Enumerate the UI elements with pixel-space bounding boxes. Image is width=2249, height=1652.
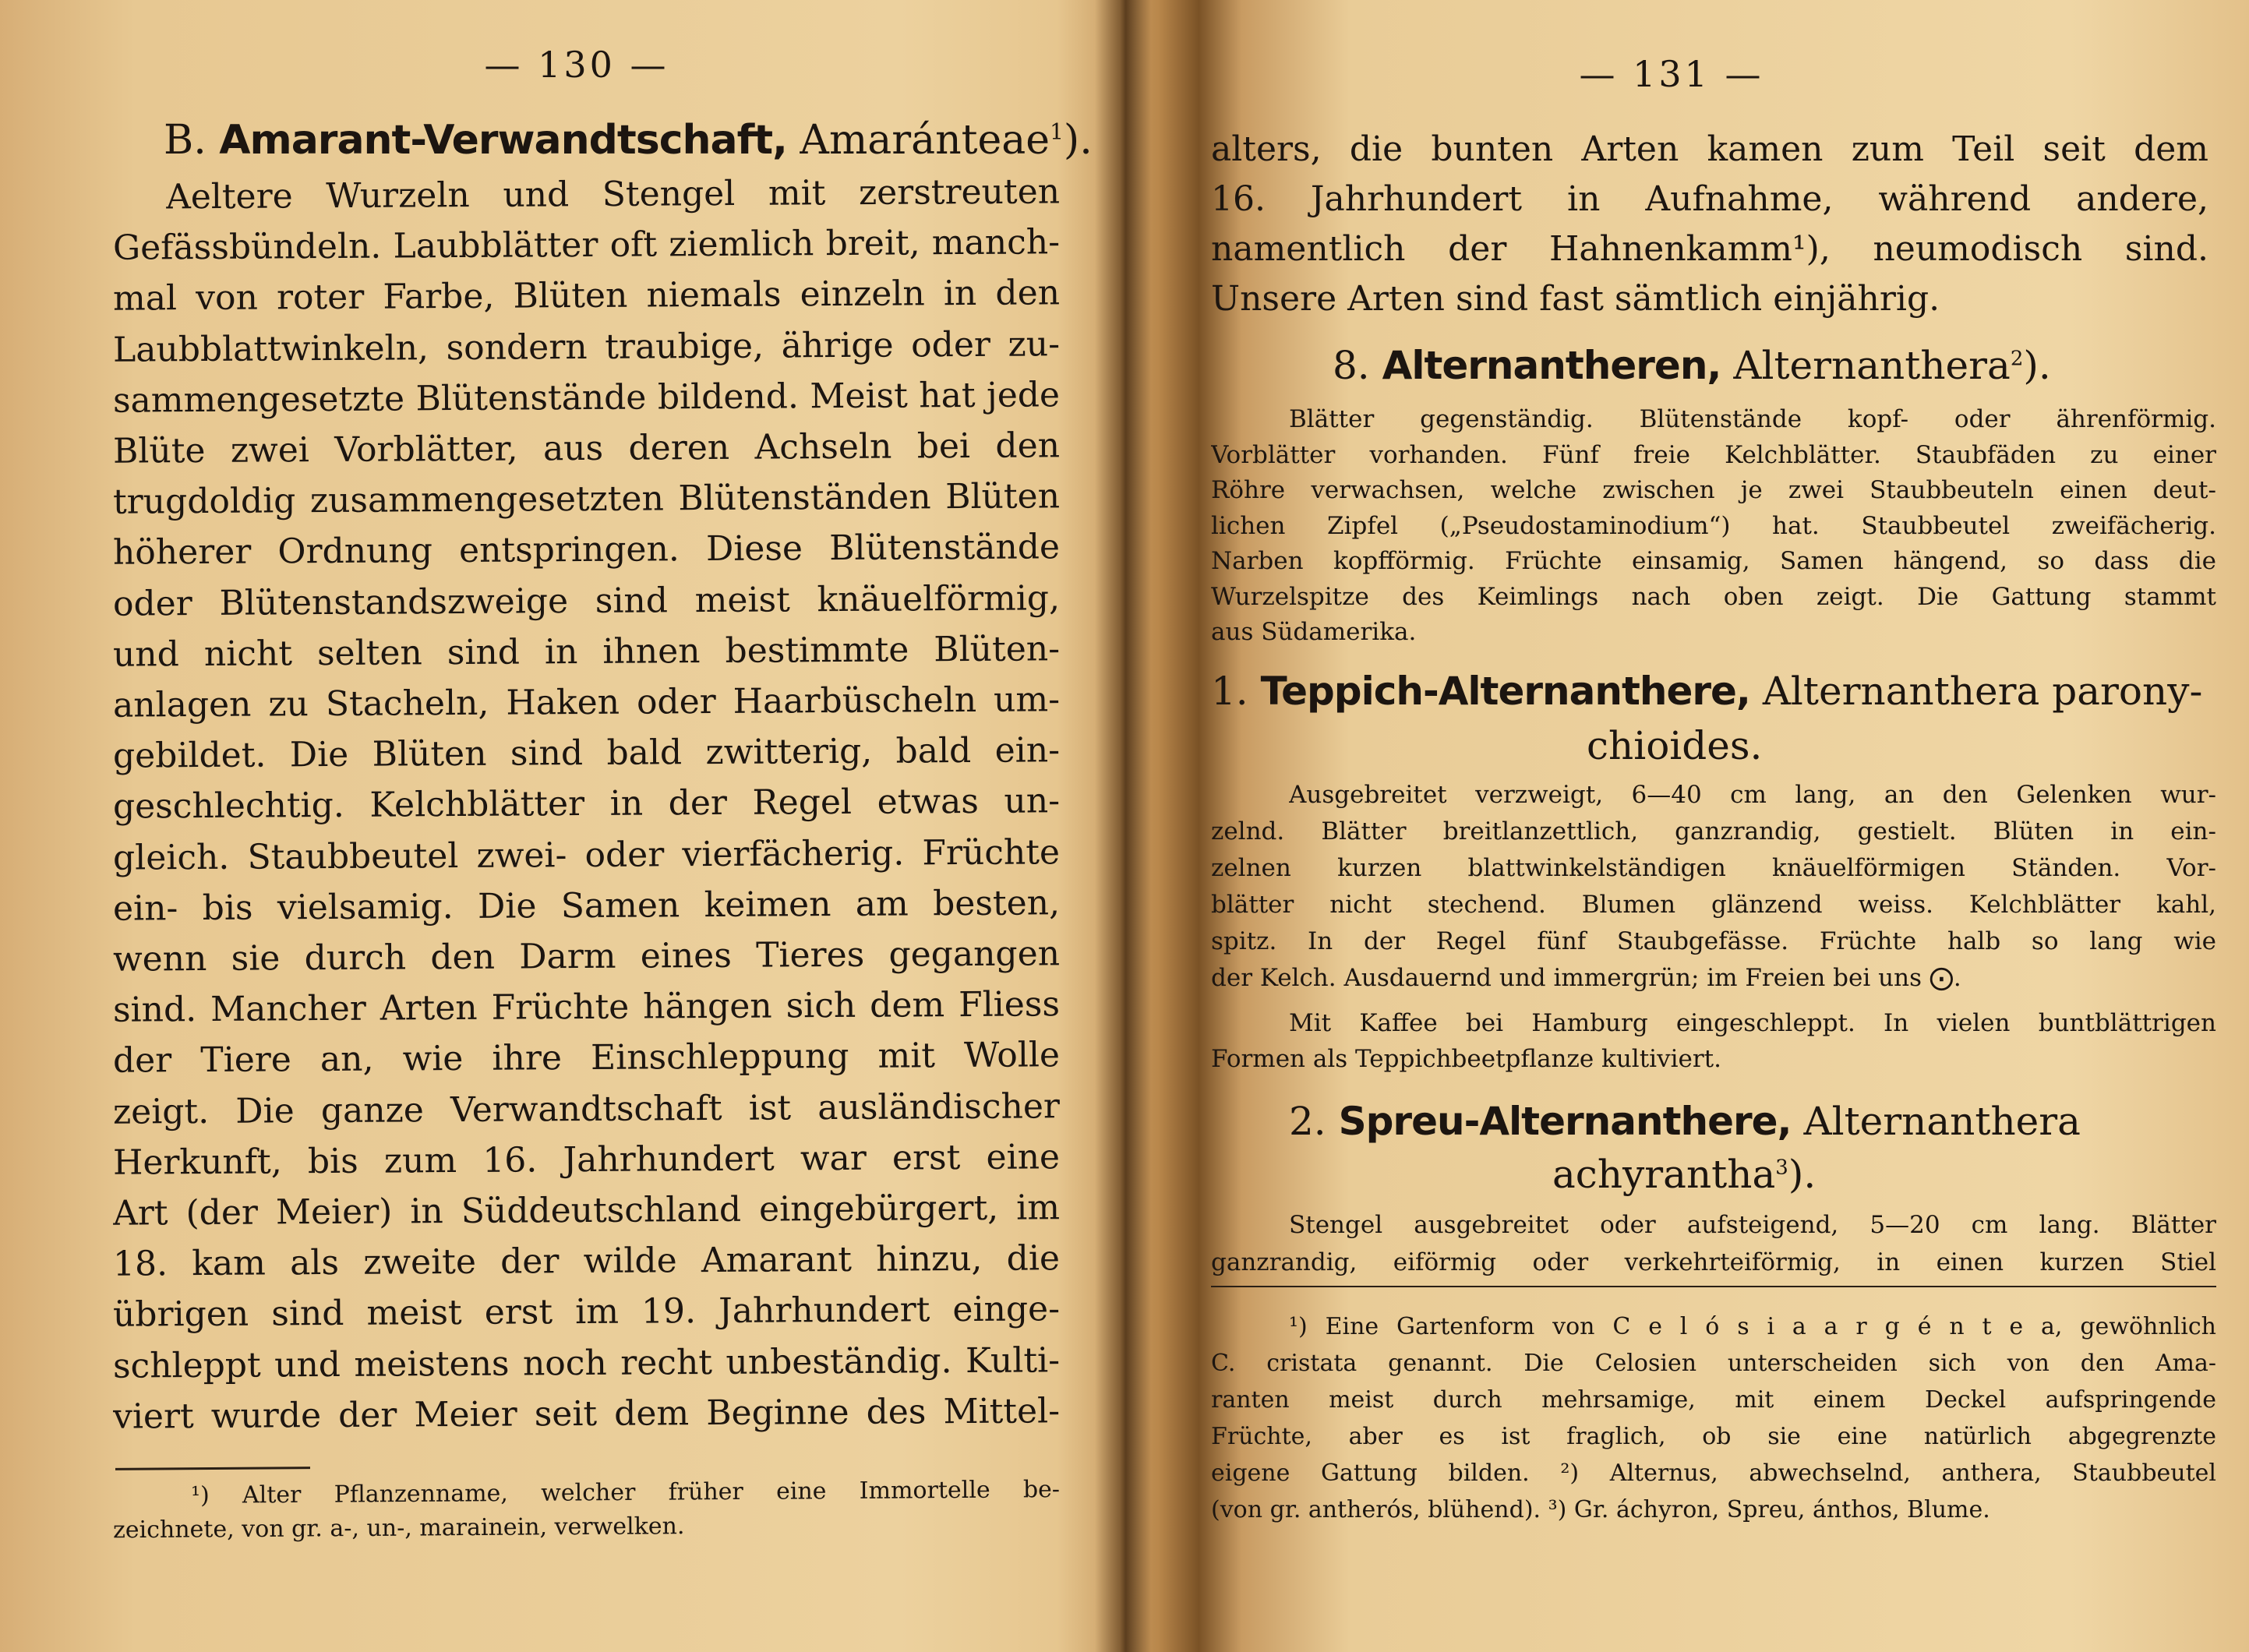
page-number: — 131 — [1579,53,1764,95]
footnote-line: ¹) Eine Gartenform von C e l ó s i a a r g é n t e a, gewöhnlich [1289,1313,2216,1340]
footnote-line: Früchte, aber es ist fraglich, ob sie eine natürlich abgegrenzte [1211,1423,2216,1450]
text-line: ein- bis vielsamig. Die Samen keimen am besten, [112,883,1061,929]
text-line: aus Südamerika. [1211,618,1417,646]
text-line: höherer Ordnung entspringen. Diese Blütenstände [112,527,1061,574]
heading-suffix: ). [1788,1152,1816,1197]
text-line: alters, die bunten Arten kamen zum Teil seit dem [1211,129,2208,169]
footnote-line: eigene Gattung bilden. ²) Alternus, abwechselnd, anthera, Staubbeutel [1211,1460,2216,1487]
footnote-ref: 2 [2010,347,2024,371]
text-line: 18. kam als zweite der wilde Amarant hinzu, die [112,1238,1061,1284]
species-latin-name-cont: achyrantha [1552,1152,1776,1197]
text-line: Vorblätter vorhanden. Fünf freie Kelchblätter. Staubfäden zu einer [1211,440,2216,469]
footnote-line: ranten meist durch mehrsamige, mit einem Deckel aufspringende [1211,1386,2216,1414]
text-line: Narben kopfförmig. Früchte einsamig, Samen hängend, so dass die [1211,547,2216,575]
section-latin-name: Amaránteae [800,117,1050,164]
text-line: Aeltere Wurzeln und Stengel mit zerstreuten [165,171,1061,217]
left-page [0,0,1107,1652]
species-heading-1-cont [1587,723,1762,768]
text-line: Wurzelspitze des Keimlings nach oben zeigt. Die Gattung stammt [1211,582,2216,611]
species-title: Spreu-Alternanthere, [1338,1099,1792,1144]
text-line: oder Blütenstandszweige sind meist knäuelförmig, [112,577,1061,624]
text-line: Stengel ausgebreitet oder aufsteigend, 5—20 cm lang. Blätter [1289,1211,2216,1239]
text-line: Formen als Teppichbeetpflanze kultiviert. [1211,1045,1721,1073]
text-line: viert wurde der Meier seit dem Beginne des Mittel- [112,1391,1061,1437]
text-line: Blätter gegenständig. Blütenstände kopf- oder ährenförmig. [1289,405,2216,433]
text-line: Ausgebreitet verzweigt, 6—40 cm lang, an den Gelenken wur- [1289,781,2216,809]
text-line: der Kelch. Ausdauernd und immergrün; im Freien bei uns ⨀. [1211,964,1961,992]
text-line: gebildet. Die Blüten sind bald zwitterig, bald ein- [112,730,1061,776]
text-line: 16. Jahrhundert in Aufnahme, während andere, [1211,179,2208,219]
text-line: Blüte zwei Vorblätter, aus deren Achseln bei den [112,425,1061,471]
genus-latin-name: Alternanthera [1733,343,2011,388]
text-line: sind. Mancher Arten Früchte hängen sich dem Fliess [112,984,1061,1030]
text-line: trugdoldig zusammengesetzten Blütenständen Blüten [112,476,1061,522]
footnote-line: C. cristata genannt. Die Celosien unterscheiden sich von den Ama- [1211,1350,2216,1377]
text-line: gleich. Staubbeutel zwei- oder vierfächerig. Früchte [112,831,1061,878]
genus-heading [1333,343,2051,388]
section-letter: B. [164,117,207,164]
species-heading-1 [1211,669,2202,714]
text-line: geschlechtig. Kelchblätter in der Regel etwas un- [112,781,1061,828]
text-line: spitz. In der Regel fünf Staubgefässe. Früchte halb so lang wie [1211,927,2216,955]
text-line: Unsere Arten sind fast sämtlich einjährig. [1211,279,1940,319]
footnote-ref: 1 [1050,118,1064,145]
text-line: Mit Kaffee bei Hamburg eingeschleppt. In vielen buntblättrigen [1289,1009,2216,1037]
heading-suffix: ). [1063,117,1093,164]
text-line: lichen Zipfel („Pseudostaminodium“) hat. Staubbeutel zweifächerig. [1211,511,2216,540]
footnote-line: (von gr. antherós, blühend). ³) Gr. áchyron, Spreu, ánthos, Blume. [1211,1496,1990,1523]
text-line: zelnen kurzen blattwinkelständigen knäuelförmigen Ständen. Vor- [1211,854,2216,882]
species-heading-2 [1289,1099,2081,1144]
text-line: zeigt. Die ganze Verwandtschaft ist ausländischer [112,1085,1061,1132]
text-line: Gefässbündeln. Laubblätter oft ziemlich breit, manch- [112,222,1061,268]
species-number: 2. [1289,1099,1326,1144]
genus-number: 8. [1333,343,1370,388]
heading-suffix: ). [2023,343,2051,388]
footnote-line: ¹) Alter Pflanzenname, welcher früher eine Immortelle be- [190,1476,1061,1509]
text-line: blätter nicht stechend. Blumen glänzend weiss. Kelchblätter kahl, [1211,891,2216,919]
species-title: Teppich-Alternanthere, [1260,669,1750,714]
species-latin-name-cont: chioides. [1587,723,1763,768]
species-heading-2-cont [1552,1152,1816,1197]
text-line: zelnd. Blätter breitlanzettlich, ganzrandig, gestielt. Blüten in ein- [1211,817,2216,845]
species-number: 1. [1211,669,1248,714]
text-line: Herkunft, bis zum 16. Jahrhundert war erst eine [112,1137,1061,1183]
text-line: der Tiere an, wie ihre Einschleppung mit Wolle [112,1035,1061,1082]
text-line: namentlich der Hahnenkamm¹), neumodisch sind. [1211,229,2208,269]
text-line: Röhre verwachsen, welche zwischen je zwei Staubbeuteln einen deut- [1211,476,2216,504]
text-line: und nicht selten sind in ihnen bestimmte Blüten- [112,629,1061,675]
text-line: sammengesetzte Blütenstände bildend. Meist hat jede [112,375,1061,421]
text-line: ganzrandig, eiförmig oder verkehrteiförmig, in einen kurzen Stiel [1211,1248,2216,1276]
text-line: wenn sie durch den Darm eines Tieres gegangen [112,934,1061,980]
text-line: übrigen sind meist erst im 19. Jahrhundert einge- [112,1289,1061,1336]
text-line: schleppt und meistens noch recht unbeständig. Kulti- [112,1340,1061,1386]
page-number: — 130 — [484,44,669,86]
text-line: anlagen zu Stacheln, Haken oder Haarbüscheln um- [112,680,1061,725]
text-line: mal von roter Farbe, Blüten niemals einzeln in den [112,273,1061,319]
section-heading [164,117,1093,164]
footnote-divider [1211,1286,2216,1287]
footnote-line: zeichnete, von gr. a-, un-, marainein, verwelken. [112,1513,685,1544]
genus-title: Alternantheren, [1382,343,1721,388]
text-line: Art (der Meier) in Süddeutschland eingebürgert, im [112,1188,1061,1234]
right-page [1122,0,2249,1652]
footnote-divider [115,1467,310,1470]
section-title: Amarant-Verwandtschaft, [219,117,787,164]
species-latin-name: Alternanthera parony- [1762,669,2203,714]
text-line: Laubblattwinkeln, sondern traubige, ährige oder zu- [112,323,1061,370]
footnote-ref: 3 [1775,1156,1788,1180]
species-latin-name: Alternanthera [1803,1099,2081,1144]
